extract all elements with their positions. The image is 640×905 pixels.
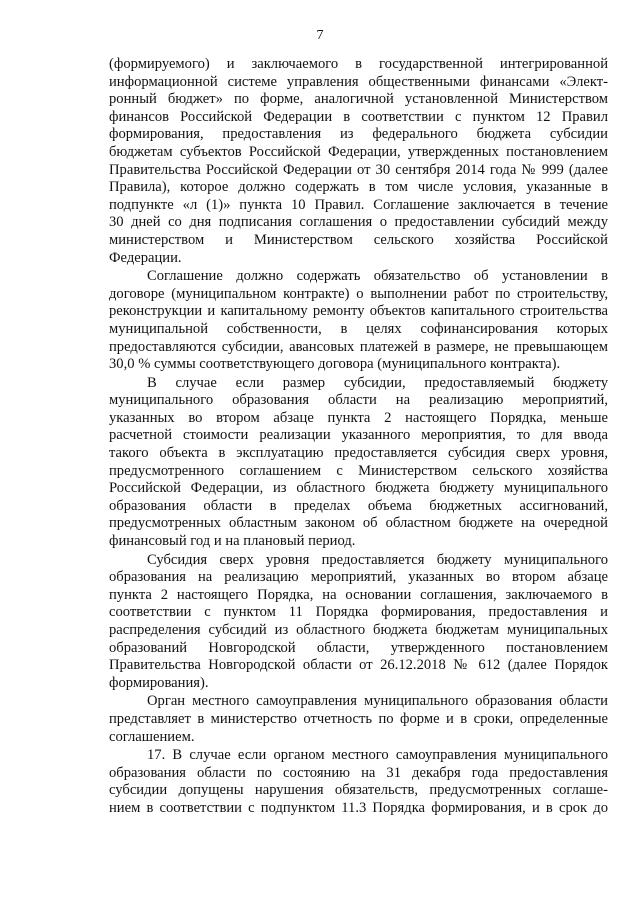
- paragraph-line: нием в соответствии с подпунктом 11.3 Порядка формирования, и в срок до: [109, 799, 608, 816]
- paragraph-line: 30,0 % суммы соответствующего договора (муниципального контракта).: [109, 356, 561, 373]
- paragraph-line: предусмотренных областным законом об областном бюджете на очередной: [109, 515, 608, 532]
- paragraph-line: 17. В случае если органом местного самоуправления муниципального: [147, 747, 608, 764]
- paragraph-line: образований Новгородской области, утвержденного постановлением: [109, 639, 608, 656]
- paragraph-line: Правила), которое должно содержать в том числе условия, указанные в: [109, 179, 608, 196]
- paragraph-line: министерством и Министерством сельского хозяйства Российской: [109, 231, 608, 248]
- paragraph: [109, 693, 608, 746]
- document-body: [109, 56, 608, 818]
- paragraph-line: субсидии допущены нарушения обязательств, предусмотренных соглаше-: [109, 782, 608, 799]
- paragraph-line: Субсидия сверх уровня предоставляется бюджету муниципального: [147, 551, 608, 568]
- paragraph-line: представляет в министерство отчетность по форме и в сроки, определенные: [109, 710, 608, 727]
- paragraph-line: Орган местного самоуправления муниципального образования области: [147, 693, 608, 710]
- page-number: 7: [316, 28, 324, 43]
- paragraph-line: муниципального образования области на реализацию мероприятий,: [109, 392, 608, 409]
- paragraph-line: формирования).: [109, 674, 209, 691]
- paragraph-line: Правительства Новгородской области от 26.12.2018 № 612 (далее Порядок: [109, 657, 608, 674]
- paragraph: [109, 747, 608, 817]
- paragraph-line: финансовый год и на плановый период.: [109, 533, 356, 550]
- paragraph-line: 30 дней со дня подписания соглашения о предоставлении субсидий между: [109, 214, 608, 231]
- paragraph-line: В случае если размер субсидии, предоставляемый бюджету: [147, 374, 608, 391]
- paragraph-line: распределения субсидий из областного бюджета бюджетам муниципальных: [109, 622, 608, 638]
- paragraph: [109, 268, 608, 374]
- paragraph-line: образования области по состоянию на 31 декабря года предоставления: [109, 764, 608, 781]
- paragraph-line: ронный бюджет» по форме, аналогичной установленной Министерством: [109, 91, 608, 108]
- paragraph-line: соответствии с пунктом 11 Порядка формирования, предоставления и: [109, 604, 608, 621]
- paragraph-line: такого объекта в эксплуатацию предоставляется субсидия сверх уровня,: [109, 445, 608, 462]
- paragraph: [109, 375, 608, 551]
- paragraph-line: образования области в пределах объема бюджетных ассигнований,: [109, 497, 608, 514]
- paragraph-line: Федерации.: [109, 249, 182, 266]
- paragraph-line: бюджетам субъектов Российской Федерации, утвержденных постановлением: [109, 143, 608, 160]
- paragraph-line: пункта 2 настоящего Порядка, на основании соглашения, заключаемого в: [109, 586, 608, 603]
- paragraph-line: (формируемого) и заключаемого в государственной интегрированной: [109, 56, 608, 72]
- paragraph: [109, 552, 608, 693]
- paragraph-line: соглашением.: [109, 728, 195, 745]
- paragraph-line: расчетной стоимости реализации указанного мероприятия, то для ввода: [109, 427, 608, 444]
- paragraph-line: финансов Российской Федерации в соответствии с пунктом 12 Правил: [109, 108, 608, 125]
- paragraph-line: подпункте «л (1)» пункта 10 Правил. Соглашение заключается в течение: [109, 196, 608, 213]
- paragraph-line: Российской Федерации, из областного бюджета бюджету муниципального: [109, 480, 608, 497]
- paragraph-line: образования на реализацию мероприятий, указанных во втором абзаце: [109, 569, 608, 586]
- paragraph-line: предусмотренного соглашением с Министерством сельского хозяйства: [109, 462, 608, 479]
- paragraph-line: реконструкции и капитальному ремонту объектов капитального строительства: [109, 303, 608, 320]
- paragraph-line: договоре (муниципальном контракте) о выполнении работ по строительству,: [109, 285, 608, 302]
- paragraph-line: предоставляются субсидии, авансовых платежей в размере, не превышающем: [109, 338, 608, 355]
- paragraph-line: Соглашение должно содержать обязательство об установлении в: [147, 268, 608, 285]
- paragraph-line: муниципальной собственности, в целях софинансирования которых: [109, 320, 608, 337]
- paragraph: [109, 56, 608, 267]
- paragraph-line: указанных во втором абзаце пункта 2 настоящего Порядка, меньше: [109, 409, 608, 426]
- paragraph-line: Правительства Российской Федерации от 30 сентября 2014 года № 999 (далее: [109, 161, 608, 178]
- paragraph-line: информационной системе управления общественными финансами «Элект-: [109, 73, 608, 90]
- paragraph-line: формирования, предоставления из федерального бюджета субсидии: [109, 126, 608, 143]
